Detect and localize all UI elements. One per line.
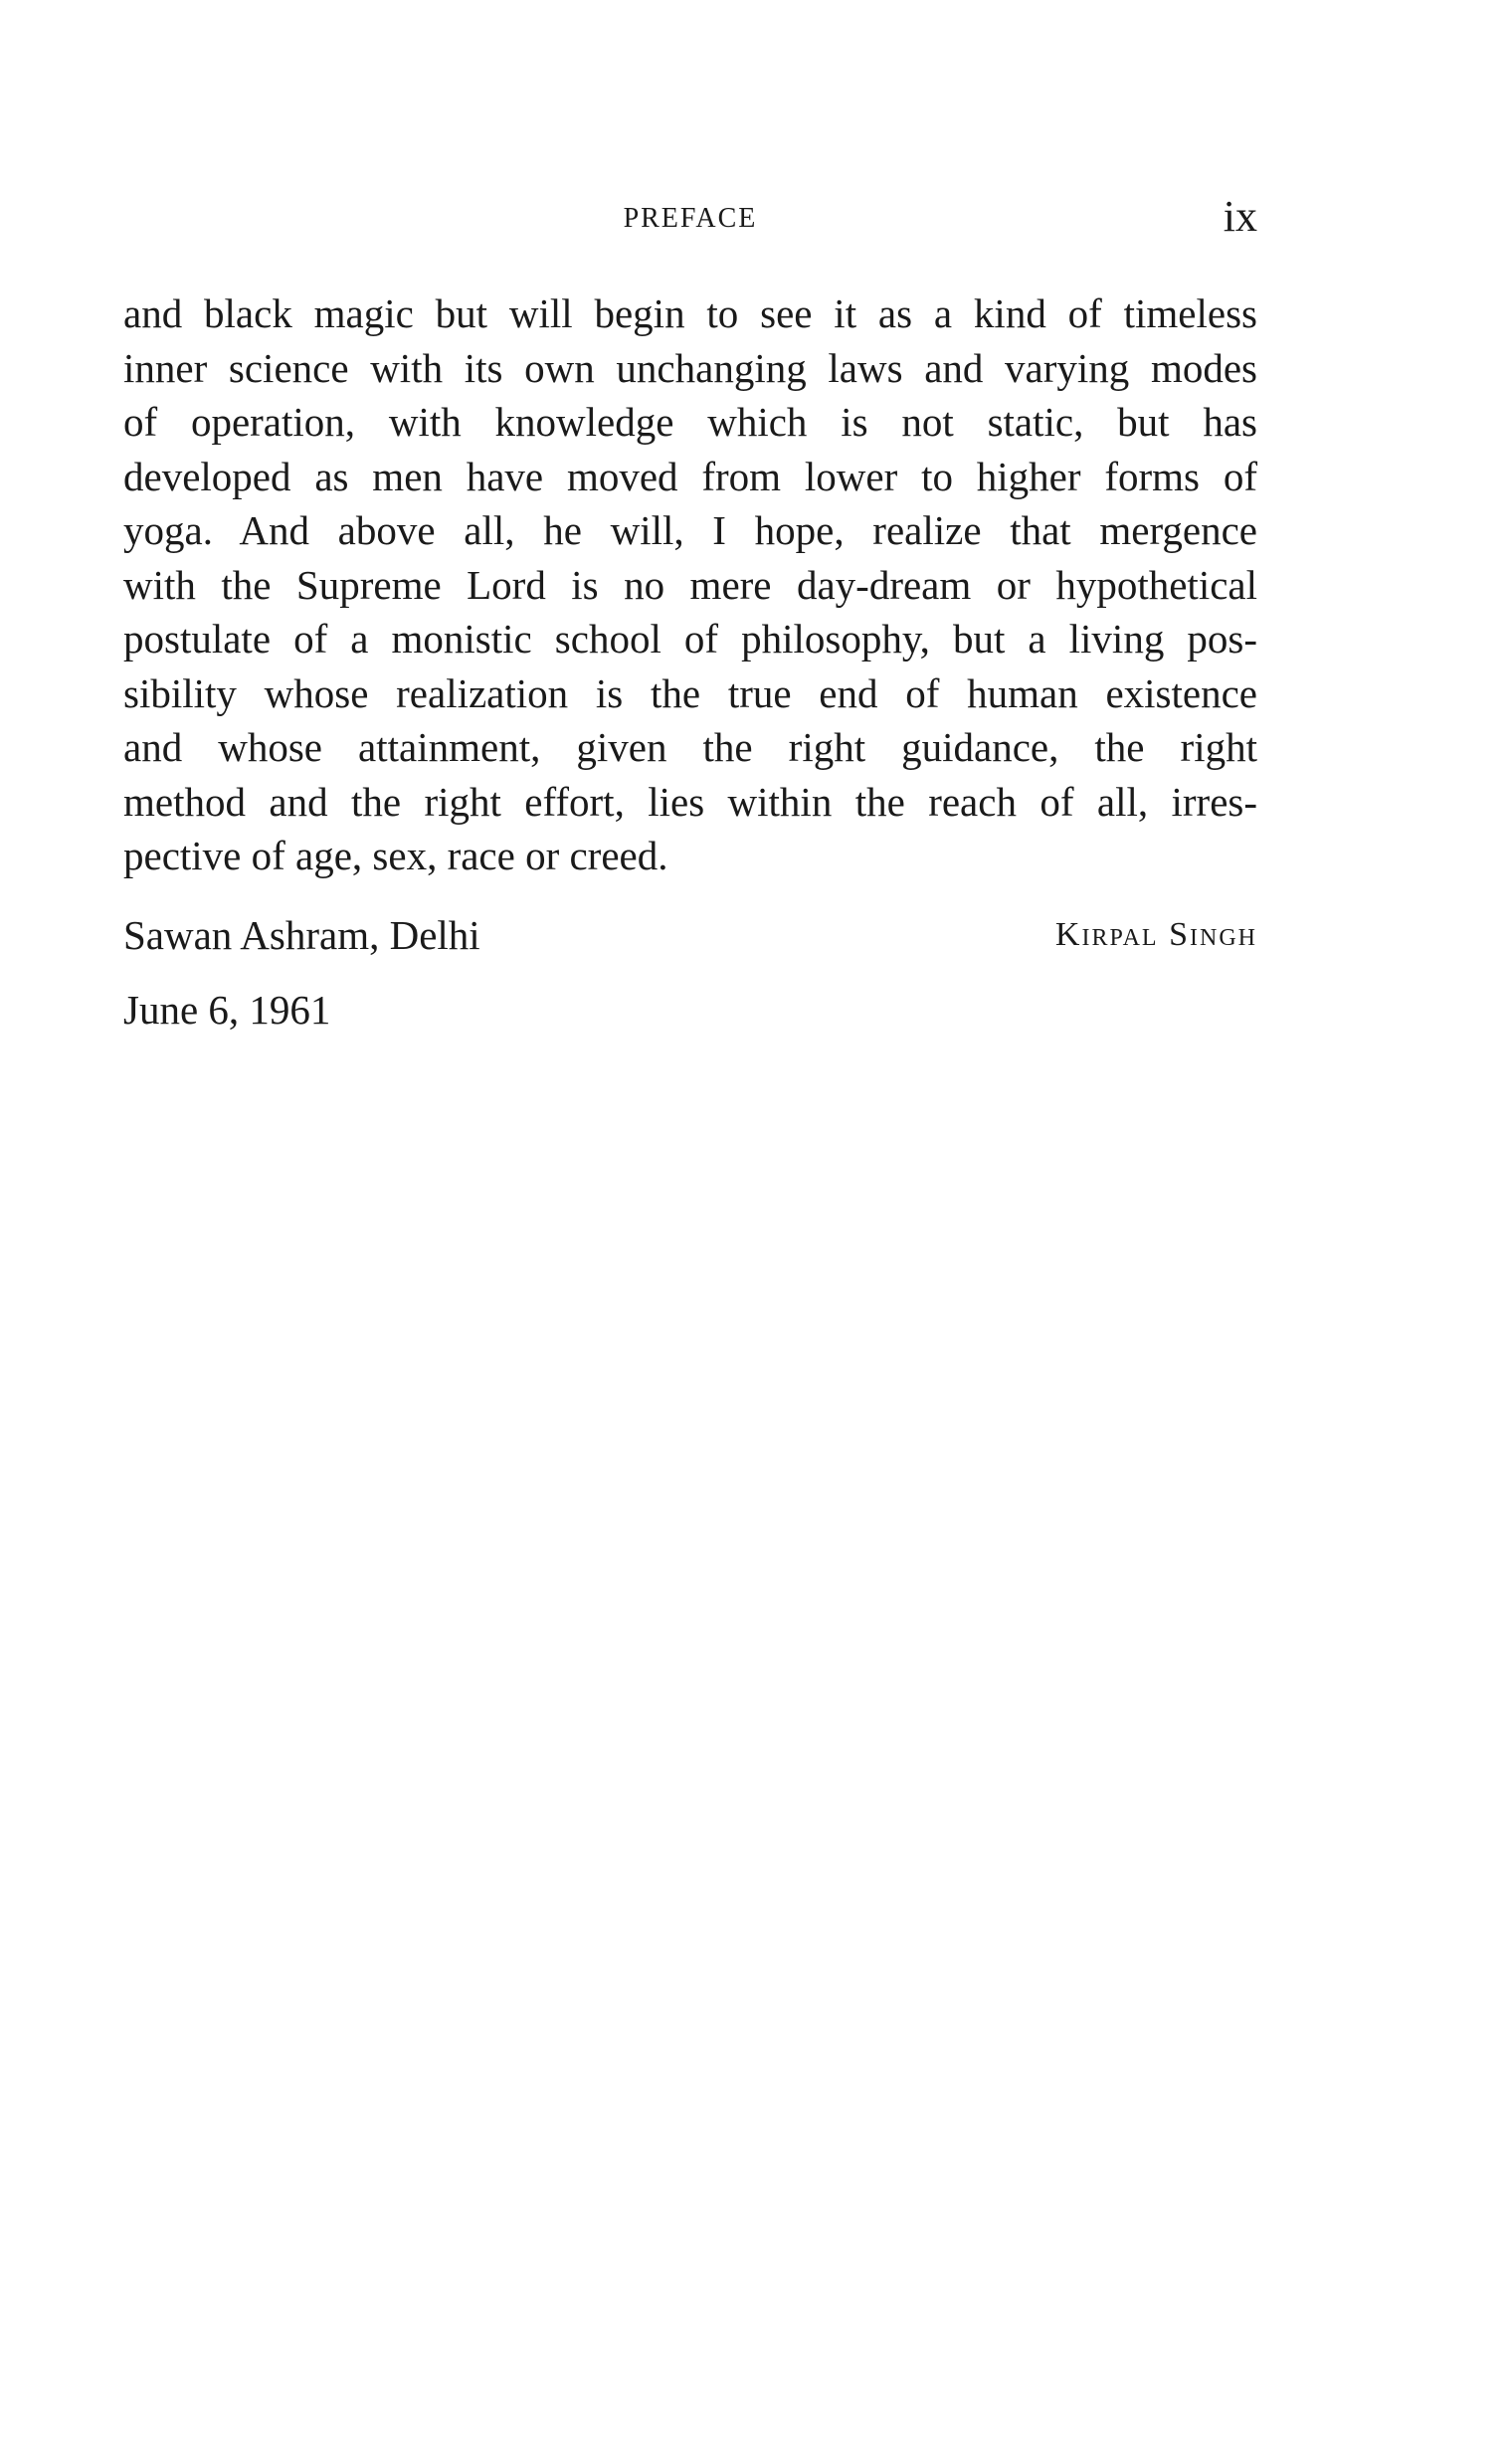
paragraph-line: inner science with its own unchanging laws and varying modes	[123, 344, 1257, 391]
date-of-writing: June 6, 1961	[123, 987, 331, 1033]
place-of-writing: Sawan Ashram, Delhi	[123, 912, 480, 958]
paragraph-line: with the Supreme Lord is no mere day-dream or hypothetical	[123, 561, 1257, 608]
signature-block	[123, 905, 1257, 965]
section-title: PREFACE	[623, 203, 758, 234]
paragraph-line: method and the right effort, lies within the reach of all, irres-	[123, 778, 1257, 825]
preface-paragraph	[123, 286, 1257, 883]
paragraph-line: yoga. And above all, he will, I hope, realize that mergence	[123, 507, 1257, 553]
page-number: ix	[1223, 192, 1257, 241]
running-head	[123, 192, 1257, 251]
paragraph-line: postulate of a monistic school of philosophy, but a living pos-	[123, 616, 1257, 662]
paragraph-line: and whose attainment, given the right guidance, the right	[123, 724, 1257, 770]
paragraph-line: and black magic but will begin to see it as a kind of timeless	[123, 290, 1257, 336]
author-name: Kirpal Singh	[1054, 916, 1257, 953]
paragraph-line: of operation, with knowledge which is not static, but has	[123, 399, 1257, 445]
paragraph-line: sibility whose realization is the true end of human existence	[123, 669, 1257, 716]
paragraph-line: pective of age, sex, race or creed.	[123, 833, 668, 878]
paragraph-line: developed as men have moved from lower to higher forms of	[123, 453, 1257, 499]
